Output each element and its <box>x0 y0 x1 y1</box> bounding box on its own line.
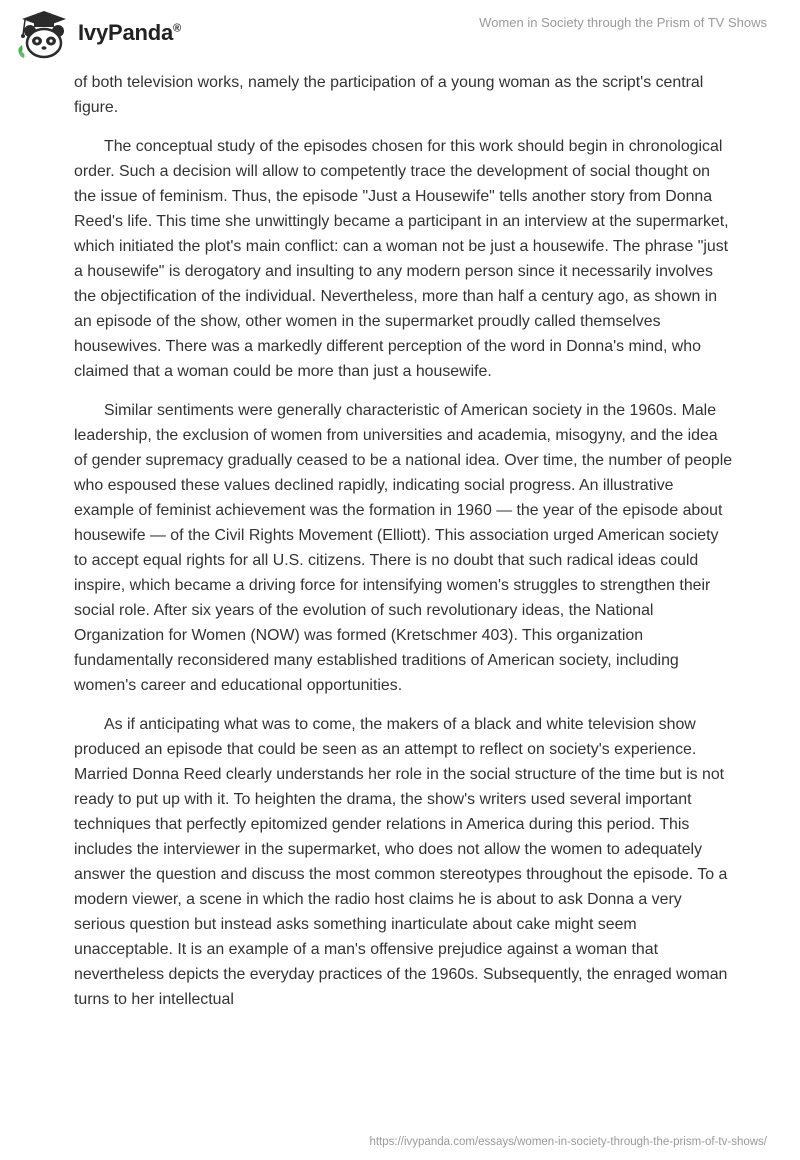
brand-name[interactable]: IvyPanda® <box>78 20 181 45</box>
ivypanda-logo-icon[interactable] <box>14 9 74 61</box>
paragraph: Similar sentiments were generally characteristic of American society in the 1960s. Male leadership, the exclusion of women from universities and academia, misogyny, and the idea of gender supremacy gradually ceased to be a national idea. Over time, the number of people who espoused these values declined rapidly, indicating social progress. An illustrative example of feminist achievement was the formation in 1960 — the year of the episode about housewife — of the Civil Rights Movement (Elliott). This association urged American society to accept equal rights for all U.S. citizens. There is no doubt that such radical ideas could inspire, which became a driving force for intensifying women's struggles to strengthen their social role. After six years of the evolution of such revolutionary ideas, the National Organization for Women (NOW) was formed (Kretschmer 403). This organization fundamentally reconsidered many established traditions of American society, including women's career and educational opportunities. <box>74 402 733 694</box>
paragraph: As if anticipating what was to come, the makers of a black and white television show produced an episode that could be seen as an attempt to reflect on society's experience. Married Donna Reed clearly understands her role in the social structure of the time but is not ready to put up with it. To heighten the drama, the show's writers used several important techniques that perfectly epitomized gender relations in America during this period. This includes the interviewer in the supermarket, who does not allow the women to adequately answer the question and discuss the most common stereotypes throughout the episode. To a modern viewer, a scene in which the radio host claims he is about to ask Donna a very serious question but instead asks something inarticulate about cake might seem unacceptable. It is an example of a man's offensive prejudice against a woman that nevertheless depicts the everyday practices of the 1960s. Subsequently, the enraged woman turns to her intellectual <box>74 716 728 1008</box>
paragraph: The conceptual study of the episodes chosen for this work should begin in chronological order. Such a decision will allow to competently trace the development of social thought on the issue of feminism. Thus, the episode "Just a Housewife" tells another story from Donna Reed's life. This time she unwittingly became a participant in an interview at the supermarket, which initiated the plot's main conflict: can a woman not be just a housewife. The phrase "just a housewife" is derogatory and insulting to any modern person since it necessarily involves the objectification of the individual. Nevertheless, more than half a century ago, as shown in an episode of the show, other women in the supermarket proudly called themselves housewives. There was a markedly different perception of the word in Donna's mind, who claimed that a woman could be more than just a housewife. <box>74 138 729 380</box>
registered-mark: ® <box>173 22 181 35</box>
page-header <box>0 0 800 70</box>
paragraph: of both television works, namely the participation of a young woman as the script's central figure. <box>74 74 704 116</box>
source-url[interactable]: https://ivypanda.com/essays/women-in-society-through-the-prism-of-tv-shows/ <box>369 1136 767 1148</box>
document-title: Women in Society through the Prism of TV Shows <box>479 15 767 30</box>
essay-body <box>74 70 734 1026</box>
